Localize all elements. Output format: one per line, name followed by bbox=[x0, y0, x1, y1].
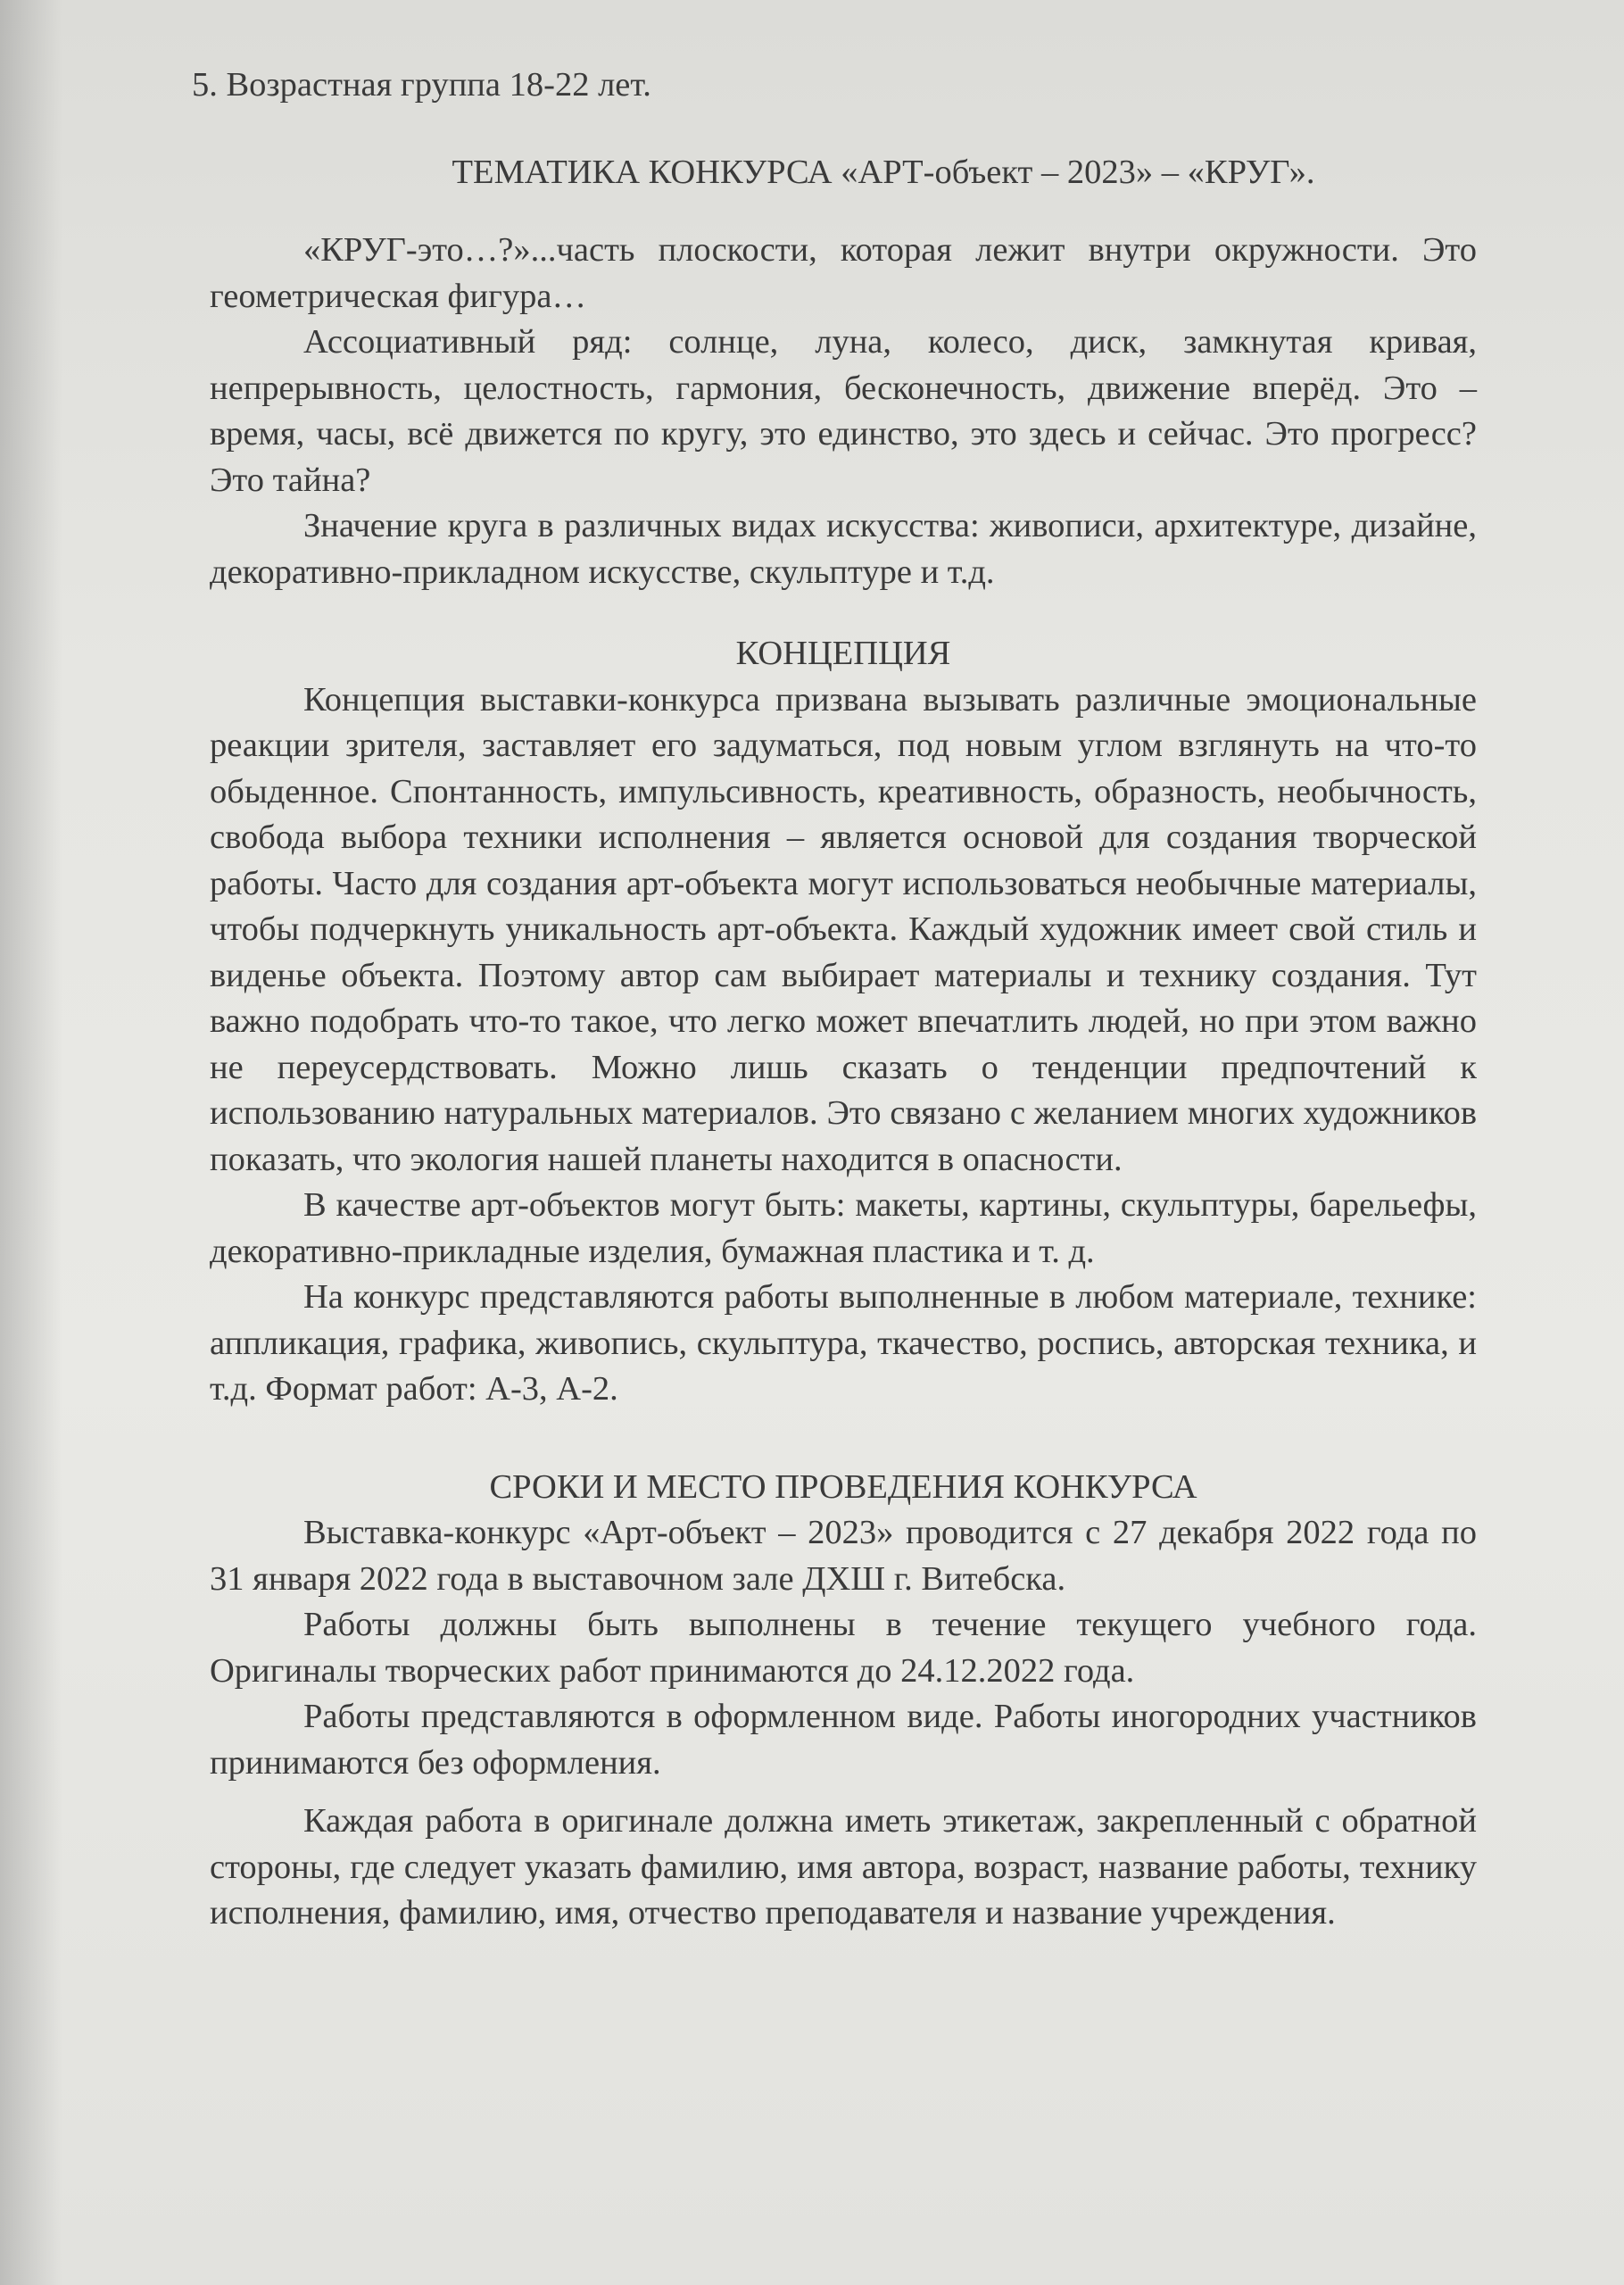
terms-heading: СРОКИ И МЕСТО ПРОВЕДЕНИЯ КОНКУРСА bbox=[489, 1467, 1197, 1506]
document-body bbox=[192, 62, 1477, 1937]
terms-paragraph: Работы представляются в оформленном виде. Работы иногородних участников принимаются без оформления. bbox=[210, 1698, 1477, 1782]
concept-heading: КОНЦЕПЦИЯ bbox=[735, 635, 951, 672]
concept-paragraph: Концепция выставки-конкурса призвана вызывать различные эмоциональные реакции зрителя, заставляет его задуматься, под новым углом взглянуть на что-то обыденное. Спонтанность, импульсивность, креативность, образность, необычность, свобода выбора техники исполнения – является основой для создания творческой работы. Часто для создания арт-объекта могут использоваться необычные материалы, чтобы подчеркнуть уникальность арт-объекта. Каждый художник имеет свой стиль и виденье объекта. Поэтому автор сам выбирает материалы и технику создания. Тут важно подобрать что-то такое, что легко может впечатлить людей, но при этом важно не переусердствовать. Можно лишь сказать о тенденции предпочтений к использованию натуральных материалов. Это связано с желанием многих художников показать, что экология нашей планеты находится в опасности. bbox=[210, 680, 1477, 1178]
concept-paragraph: В качестве арт-объектов могут быть: макеты, картины, скульптуры, барельефы, декоративно-прикладные изделия, бумажная пластика и т. д. bbox=[210, 1186, 1477, 1270]
concept-paragraph: На конкурс представляются работы выполненные в любом материале, технике: аппликация, графика, живопись, скульптура, ткачество, роспись, авторская техника, и т.д. Формат работ: А-3, А-2. bbox=[210, 1278, 1477, 1408]
terms-paragraph: Работы должны быть выполнены в течение текущего учебного года. Оригиналы творческих работ принимаются до 24.12.2022 года. bbox=[210, 1606, 1477, 1690]
theme-paragraph: «КРУГ-это…?»...часть плоскости, которая лежит внутри окружности. Это геометрическая фигура… bbox=[210, 231, 1477, 315]
theme-paragraph: Значение круга в различных видах искусства: живописи, архитектуре, дизайне, декоративно-прикладном искусстве, скульптуре и т.д. bbox=[210, 507, 1477, 591]
page-edge-shadow bbox=[0, 0, 62, 2285]
terms-paragraph: Выставка-конкурс «Арт-объект – 2023» проводится с 27 декабря 2022 года по 31 января 2022 года в выставочном зале ДХШ г. Витебска. bbox=[210, 1514, 1477, 1598]
theme-paragraph: Ассоциативный ряд: солнце, луна, колесо, диск, замкнутая кривая, непрерывность, целостность, гармония, бесконечность, движение вперёд. Это – время, часы, всё движется по кругу, это единство, это здесь и сейчас. Это прогресс? Это тайна? bbox=[210, 323, 1477, 499]
terms-paragraph: Каждая работа в оригинале должна иметь этикетаж, закрепленный с обратной стороны, где следует указать фамилию, имя автора, возраст, название работы, технику исполнения, фамилию, имя, отчество преподавателя и название учреждения. bbox=[210, 1802, 1477, 1932]
theme-heading: ТЕМАТИКА КОНКУРСА «АРТ-объект – 2023» – «КРУГ». bbox=[452, 153, 1315, 191]
age-group-line: 5. Возрастная группа 18-22 лет. bbox=[192, 66, 651, 104]
